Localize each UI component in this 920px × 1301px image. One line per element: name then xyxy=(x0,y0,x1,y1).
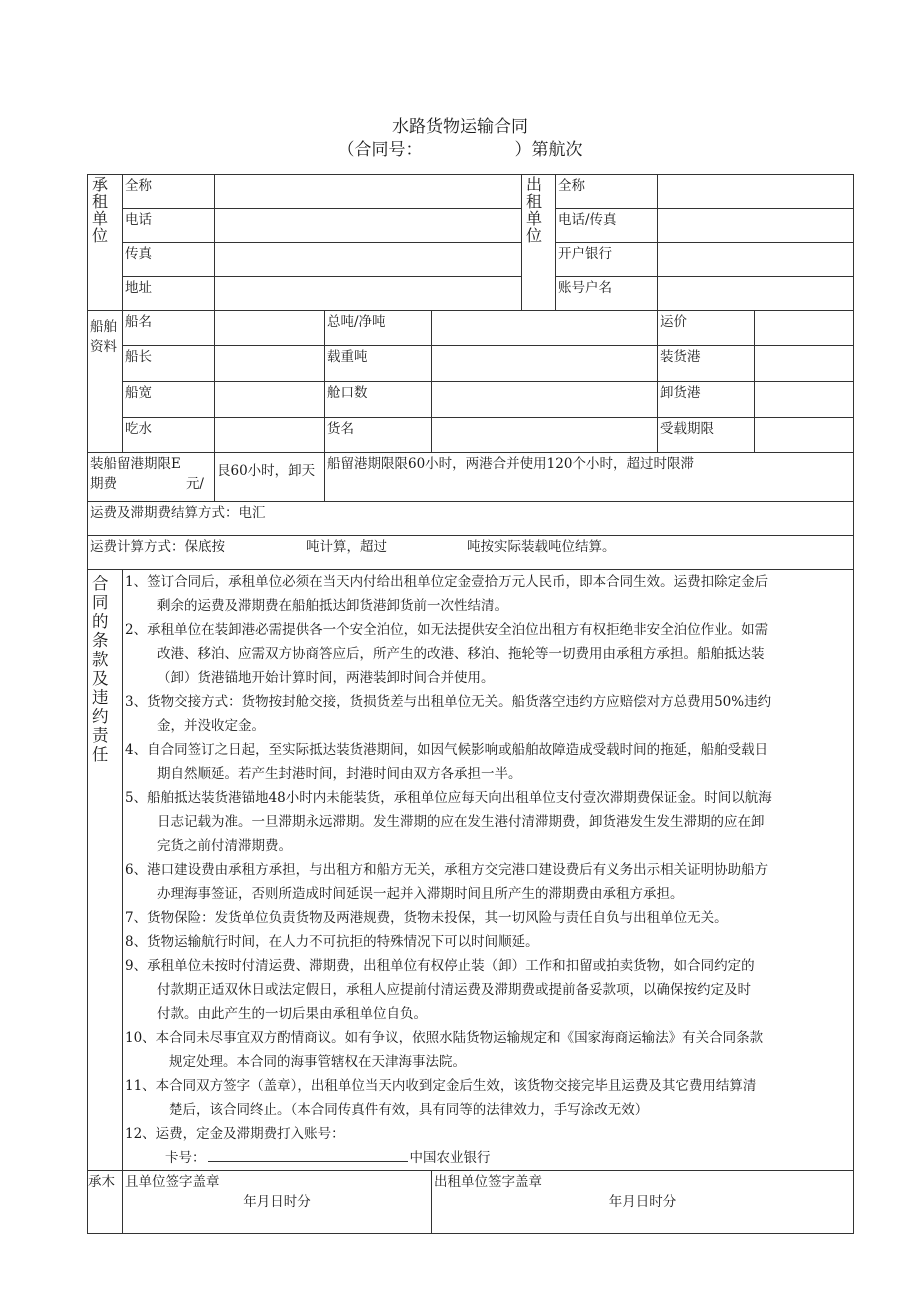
lessee-signature-label: 且单位签字盖章 xyxy=(125,1174,220,1190)
demurrage-unit: 元/ xyxy=(185,476,204,492)
clause-item: 2、承租单位在装卸港必需提供各一个安全泊位，如无法提供安全泊位出租方有权拒绝非安全泊位作业。如需 xyxy=(125,622,769,638)
voyage-suffix: ）第航次 xyxy=(514,140,583,160)
contract-number-prefix: （合同号： xyxy=(337,140,423,160)
lessee-name-field[interactable] xyxy=(215,175,522,209)
draft-field[interactable] xyxy=(215,418,325,453)
lessee-signature-block[interactable] xyxy=(123,1171,432,1234)
bank-name: 中国农业银行 xyxy=(409,1150,491,1166)
clause-item: 3、货物交接方式：货物按封舱交接，货损货差与出租单位无关。船货落空违约方应赔偿对方总费用50%违约 xyxy=(125,694,772,710)
discharge-port-label: 卸货港 xyxy=(658,382,755,418)
clause-item: 8、货物运输航行时间，在人力不可抗拒的特殊情况下可以时间顺延。 xyxy=(125,934,539,950)
lessor-signature-date: 年月日时分 xyxy=(608,1194,677,1210)
hatch-count-field[interactable] xyxy=(432,382,658,418)
cargo-name-field[interactable] xyxy=(432,418,658,453)
settlement-method: 运费及滞期费结算方式：电汇 xyxy=(88,502,854,536)
gross-net-tonnage-label: 总吨/净吨 xyxy=(325,311,432,346)
clauses-section-label: 合同的条款及违约责任 xyxy=(88,570,123,1171)
clause-continuation: 办理海事签证，否则所造成时间延误一起并入滞期时间且所产生的滞期费由承租方承担。 xyxy=(157,886,684,902)
deadweight-field[interactable] xyxy=(432,346,658,382)
document-subtitle xyxy=(0,138,920,162)
lessor-account-field[interactable] xyxy=(658,277,854,311)
laycan-label: 受载期限 xyxy=(658,418,755,453)
clause-continuation: 日志记载为准。一旦滞期永远滞期。发生滞期的应在发生港付清滞期费，卸货港发生发生滞期的应在卸 xyxy=(157,814,765,830)
clause-continuation: 规定处理。本合同的海事管辖权在天津海事法院。 xyxy=(169,1054,466,1070)
ship-section-label: 船舶资料 xyxy=(88,311,123,453)
clause-item: 7、货物保险：发货单位负责货物及两港规费，货物未投保，其一切风险与责任自负与出租单位无关。 xyxy=(125,910,728,926)
clause-continuation: 付款。由此产生的一切后果由承租单位自负。 xyxy=(157,1006,427,1022)
port-stay-terms: 船留港期限限60小时，两港合并使用120个小时，超过时限滞 xyxy=(325,453,854,502)
lessee-name-label: 全称 xyxy=(123,175,215,209)
loading-port-label: 装货港 xyxy=(658,346,755,382)
clause-item: 11、本合同双方签字（盖章），出租单位当天内收到定金后生效，该货物交接完毕且运费及其它费用结算清 xyxy=(125,1078,757,1094)
clause-continuation: 完货之前付清滞期费。 xyxy=(157,838,292,854)
port-stay-label-line1: 装船留港期限E xyxy=(90,456,181,472)
lessor-phone-fax-label: 电话/传真 xyxy=(556,209,658,243)
clause-item: 12、运费，定金及滞期费打入账号： xyxy=(125,1126,345,1142)
hatch-count-label: 舱口数 xyxy=(325,382,432,418)
ship-beam-label: 船宽 xyxy=(123,382,215,418)
clause-item: 9、承租单位未按时付清运费、滞期费，出租单位有权停止装（卸）工作和扣留或拍卖货物，如合同约定的 xyxy=(125,958,755,974)
demurrage-rate-line xyxy=(90,474,212,494)
clause-item: 6、港口建设费由承租方承担，与出租方和船方无关，承租方交完港口建设费后有义务出示相关证明协助船方 xyxy=(125,862,769,878)
card-number-field[interactable] xyxy=(208,1147,408,1162)
lessee-address-field[interactable] xyxy=(215,277,522,311)
signature-left-prefix: 承木 xyxy=(88,1171,123,1234)
clause-continuation: 付款期正适双休日或法定假日，承租人应提前付清运费及滞期费或提前备妥款项，以确保按约定及时 xyxy=(157,982,751,998)
demurrage-label: 期费 xyxy=(90,476,117,492)
lessor-account-label: 账号户名 xyxy=(556,277,658,311)
lessor-bank-field[interactable] xyxy=(658,243,854,277)
port-stay-label xyxy=(88,453,215,502)
ship-beam-field[interactable] xyxy=(215,382,325,418)
clause-item: 10、本合同未尽事宜双方酌情商议。如有争议，依照水陆货物运输规定和《国家海商运输法》有关合同条款 xyxy=(125,1030,764,1046)
cargo-name-label: 货名 xyxy=(325,418,432,453)
clause-continuation: 剩余的运费及滞期费在船舶抵达卸货港卸货前一次性结清。 xyxy=(157,598,508,614)
clause-continuation: （卸）货港锚地开始计算时间，两港装卸时间合并使用。 xyxy=(157,670,495,686)
freight-calculation xyxy=(88,536,854,570)
freight-rate-label: 运价 xyxy=(658,311,755,346)
clause-continuation: 改港、移泊、应需双方协商答应后，所产生的改港、移泊、拖轮等一切费用由承租方承担。船舶抵达装 xyxy=(157,646,765,662)
lessee-fax-field[interactable] xyxy=(215,243,522,277)
clause-continuation: 金，并没收定金。 xyxy=(157,718,265,734)
port-stay-middle: 艮60小时，卸天 xyxy=(215,453,325,502)
lessor-signature-label: 出租单位签字盖章 xyxy=(434,1174,542,1190)
lessor-name-label: 全称 xyxy=(556,175,658,209)
bank-account-line xyxy=(125,1146,851,1170)
lessor-signature-block[interactable] xyxy=(432,1171,854,1234)
lessee-phone-label: 电话 xyxy=(123,209,215,243)
document-title: 水路货物运输合同 xyxy=(392,117,528,137)
freight-calc-part2: 吨计算，超过 xyxy=(306,539,387,555)
lessee-fax-label: 传真 xyxy=(123,243,215,277)
freight-calc-part3: 吨按实际装载吨位结算。 xyxy=(467,539,616,555)
laycan-field[interactable] xyxy=(755,418,854,453)
clauses-list xyxy=(123,570,854,1171)
clause-continuation: 楚后，该合同终止。（本合同传真件有效，具有同等的法律效力，手写涂改无效） xyxy=(169,1102,649,1118)
ship-name-label: 船名 xyxy=(123,311,215,346)
loading-port-field[interactable] xyxy=(755,346,854,382)
deadweight-label: 载重吨 xyxy=(325,346,432,382)
clause-continuation: 期自然顺延。若产生封港时间，封港时间由双方各承担一半。 xyxy=(157,766,522,782)
gross-net-tonnage-field[interactable] xyxy=(432,311,658,346)
ship-name-field[interactable] xyxy=(215,311,325,346)
lessor-section-label: 出租单位 xyxy=(522,175,556,311)
ship-length-field[interactable] xyxy=(215,346,325,382)
draft-label: 吃水 xyxy=(123,418,215,453)
clause-item: 5、船舶抵达装货港锚地48小时内未能装货，承租单位应每天向出租单位支付壹次滞期费保证金。时间以航海 xyxy=(125,790,772,806)
ship-length-label: 船长 xyxy=(123,346,215,382)
clause-item: 1、签订合同后，承租单位必须在当天内付给出租单位定金壹拾万元人民币，即本合同生效。运费扣除定金后 xyxy=(125,574,769,590)
clause-container xyxy=(125,570,851,1146)
discharge-port-field[interactable] xyxy=(755,382,854,418)
lessor-name-field[interactable] xyxy=(658,175,854,209)
lessee-phone-field[interactable] xyxy=(215,209,522,243)
freight-calc-part1: 运费计算方式：保底按 xyxy=(90,539,225,555)
lessor-bank-label: 开户银行 xyxy=(556,243,658,277)
lessor-phone-fax-field[interactable] xyxy=(658,209,854,243)
freight-rate-field[interactable] xyxy=(755,311,854,346)
lessee-section-label: 承租单位 xyxy=(88,175,123,311)
lessee-address-label: 地址 xyxy=(123,277,215,311)
lessee-signature-date: 年月日时分 xyxy=(243,1194,311,1210)
contract-table xyxy=(87,174,854,1234)
card-label: 卡号： xyxy=(165,1150,206,1166)
clause-item: 4、自合同签订之日起，至实际抵达装货港期间，如因气候影响或船舶故障造成受载时间的拖延，船舶受载日 xyxy=(125,742,769,758)
